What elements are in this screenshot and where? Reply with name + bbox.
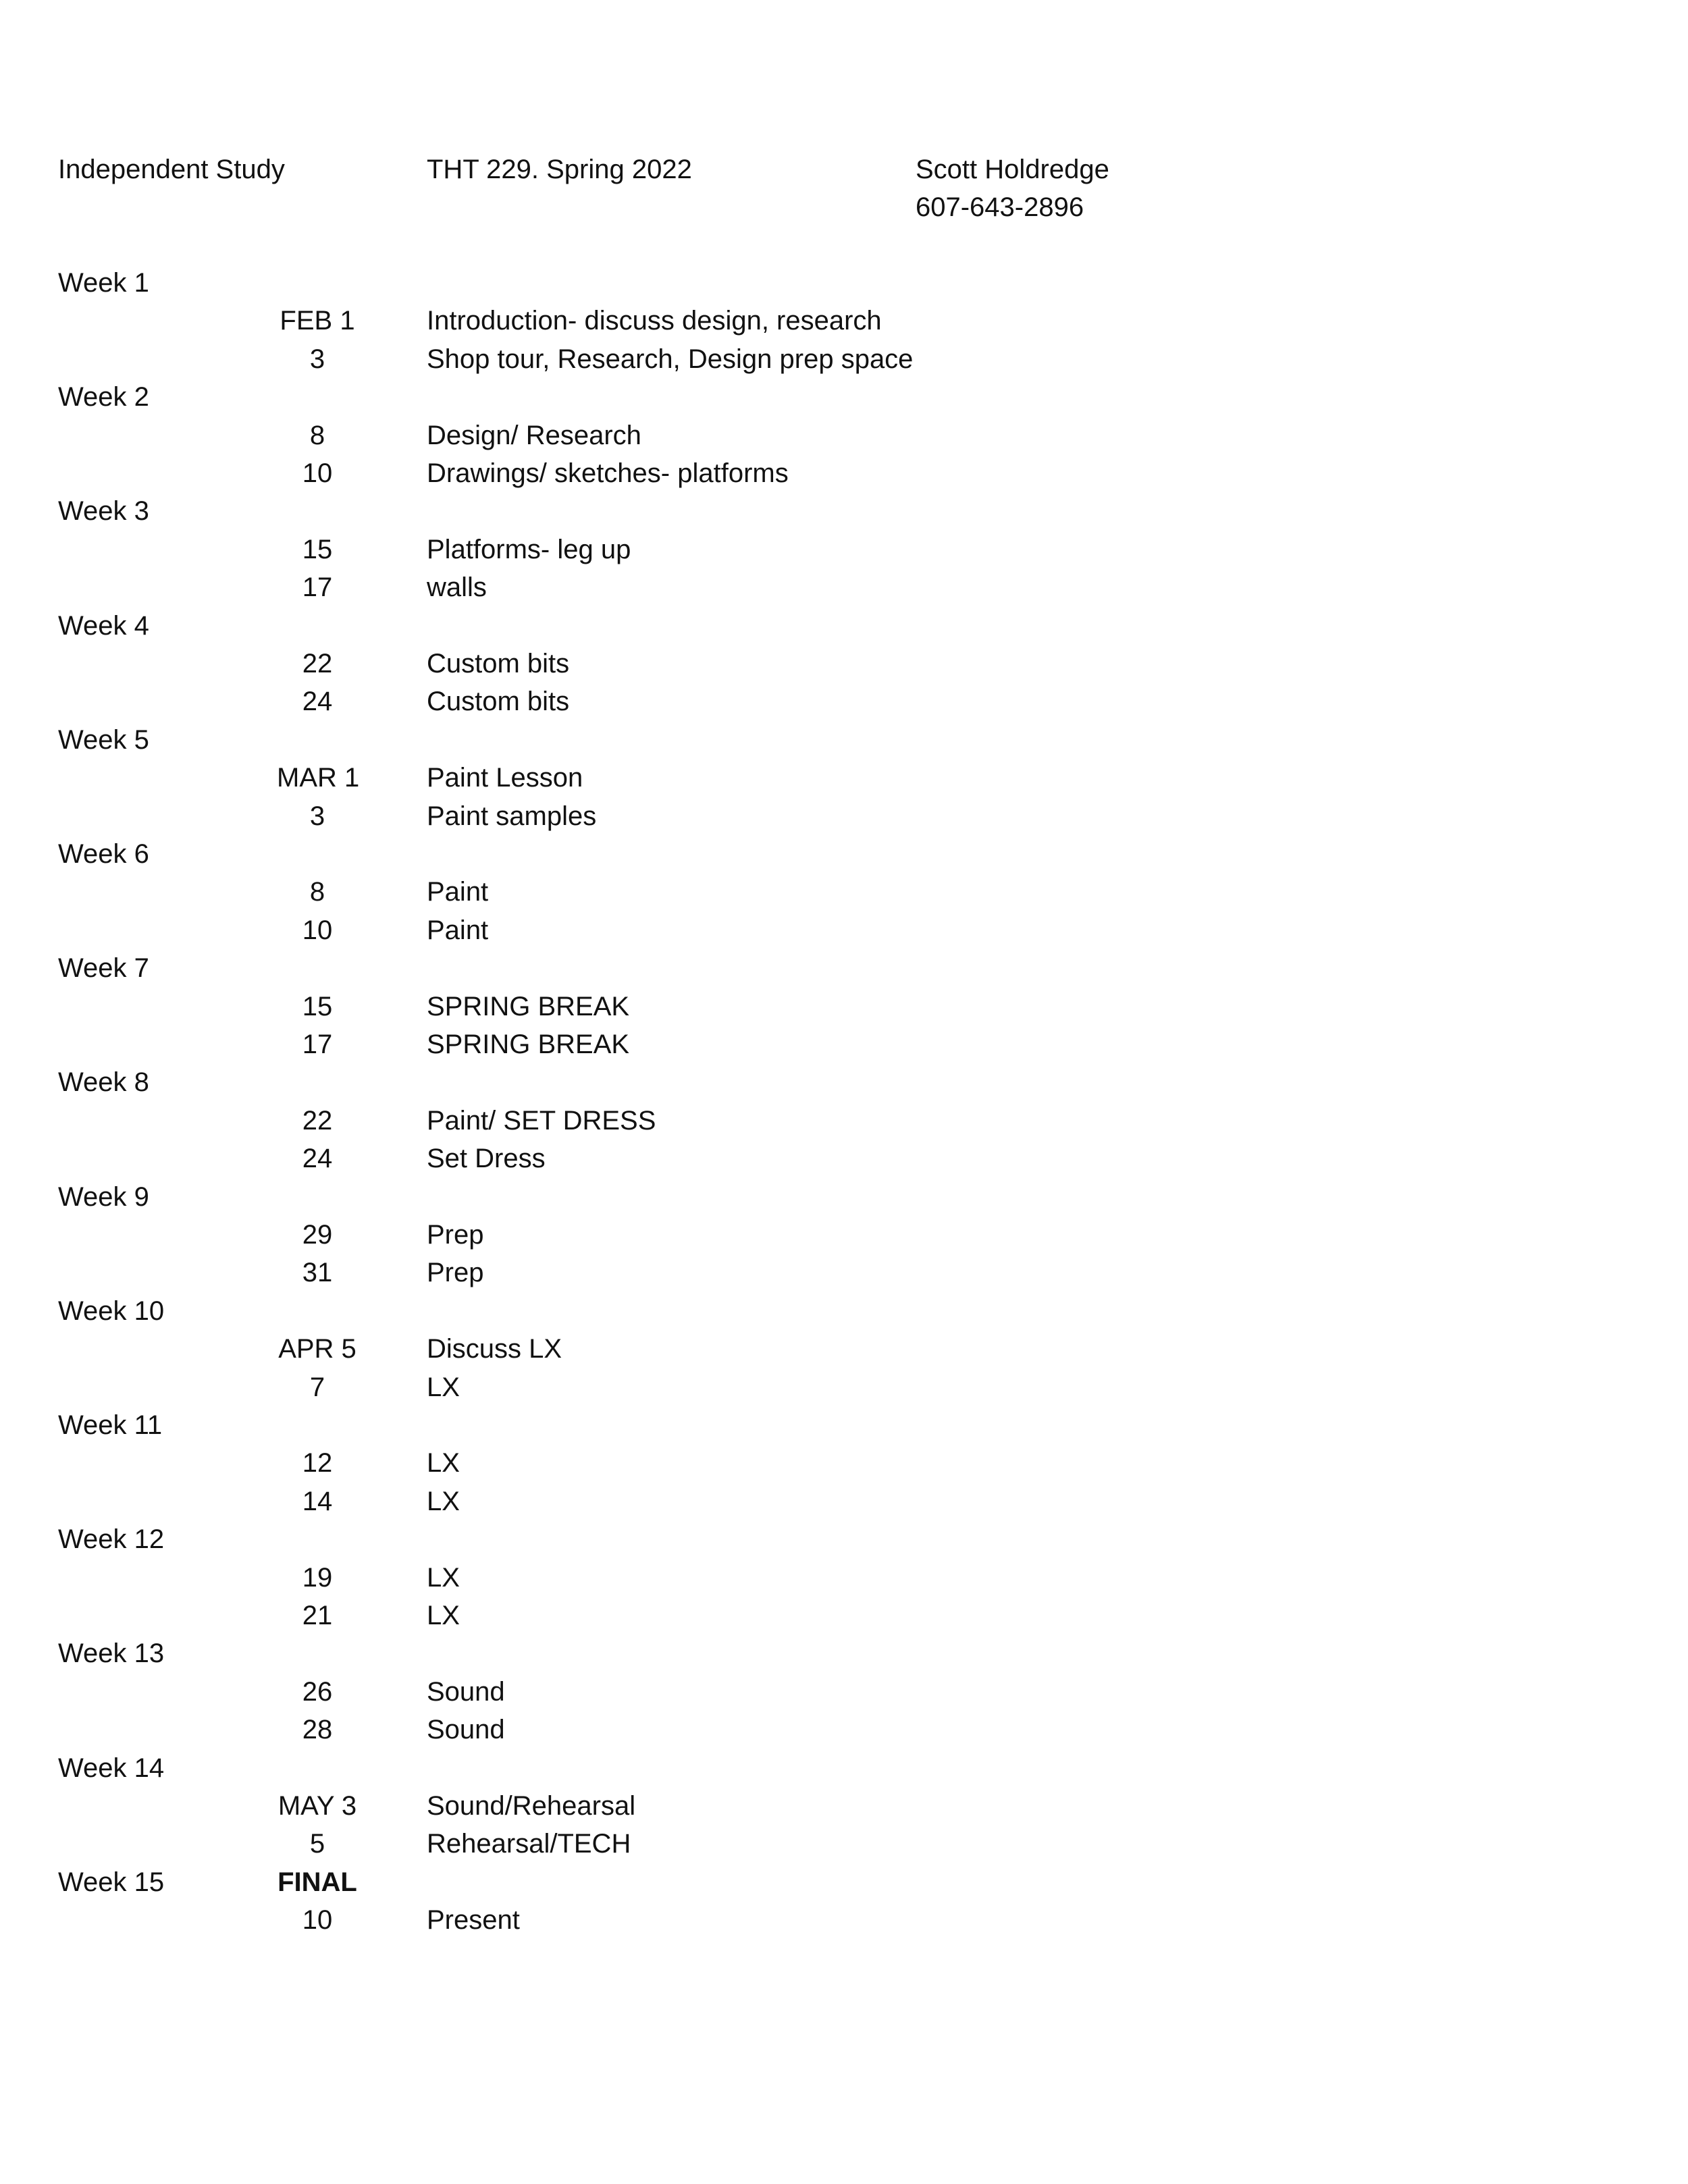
final-marker: FINAL	[278, 1867, 357, 1897]
session-date: 19	[302, 1563, 333, 1593]
session-topic: Prep	[427, 1258, 484, 1287]
session-topic: walls	[427, 572, 487, 602]
session-date: FEB 1	[280, 306, 355, 336]
session-topic: Design/ Research	[427, 421, 641, 450]
session-topic: Set Dress	[427, 1144, 546, 1173]
week-label: Week 11	[58, 1410, 163, 1440]
session-date: 10	[302, 915, 333, 945]
session-date: 3	[309, 344, 325, 374]
document-title: Independent Study	[58, 155, 285, 184]
session-date: 31	[302, 1258, 333, 1287]
session-date: APR 5	[278, 1334, 357, 1364]
session-topic: Introduction- discuss design, research	[427, 306, 882, 336]
week-label: Week 12	[58, 1524, 165, 1554]
session-topic: LX	[427, 1487, 460, 1516]
week-label: Week 8	[58, 1067, 149, 1097]
session-date: 3	[309, 801, 325, 831]
session-date: 8	[309, 877, 325, 907]
session-topic: LX	[427, 1448, 460, 1478]
session-topic: Paint samples	[427, 801, 597, 831]
session-date: 5	[309, 1829, 325, 1859]
week-label: Week 13	[58, 1639, 165, 1668]
session-date: MAR 1	[277, 763, 360, 793]
session-topic: Paint/ SET DRESS	[427, 1106, 656, 1136]
week-label: Week 6	[58, 839, 149, 869]
session-topic: SPRING BREAK	[427, 1030, 630, 1059]
session-date: 29	[302, 1220, 333, 1250]
session-date: 28	[302, 1715, 333, 1744]
session-topic: LX	[427, 1601, 460, 1630]
week-label: Week 4	[58, 611, 149, 641]
session-topic: Rehearsal/TECH	[427, 1829, 631, 1859]
session-date: 22	[302, 649, 333, 678]
session-date: 7	[309, 1373, 325, 1402]
session-topic: Sound	[427, 1715, 505, 1744]
week-label: Week 1	[58, 268, 149, 298]
session-date: 21	[302, 1601, 333, 1630]
session-topic: LX	[427, 1563, 460, 1593]
course-name: THT 229. Spring 2022	[427, 155, 692, 184]
session-topic: Prep	[427, 1220, 484, 1250]
session-topic: Shop tour, Research, Design prep space	[427, 344, 914, 374]
session-topic: Platforms- leg up	[427, 535, 631, 564]
session-date: 15	[302, 992, 333, 1021]
instructor-name: Scott Holdredge	[916, 155, 1109, 184]
session-topic: Paint Lesson	[427, 763, 583, 793]
session-date: 12	[302, 1448, 333, 1478]
session-topic: Sound/Rehearsal	[427, 1791, 636, 1821]
session-date: 10	[302, 458, 333, 488]
session-date: 24	[302, 1144, 333, 1173]
week-label: Week 15	[58, 1867, 165, 1897]
session-date: 14	[302, 1487, 333, 1516]
session-topic: Custom bits	[427, 687, 570, 716]
session-topic: Paint	[427, 915, 489, 945]
session-topic: Paint	[427, 877, 489, 907]
session-date: 17	[302, 572, 333, 602]
session-date: 26	[302, 1677, 333, 1707]
week-label: Week 5	[58, 725, 149, 755]
session-date: 17	[302, 1030, 333, 1059]
session-date: MAY 3	[278, 1791, 357, 1821]
week-label: Week 7	[58, 953, 149, 983]
session-topic: Discuss LX	[427, 1334, 562, 1364]
week-label: Week 9	[58, 1182, 149, 1212]
session-date: 22	[302, 1106, 333, 1136]
week-label: Week 10	[58, 1296, 165, 1326]
session-topic: SPRING BREAK	[427, 992, 630, 1021]
session-topic: Drawings/ sketches- platforms	[427, 458, 789, 488]
session-topic: LX	[427, 1373, 460, 1402]
session-date: 15	[302, 535, 333, 564]
week-label: Week 3	[58, 496, 149, 526]
week-label: Week 2	[58, 382, 149, 412]
session-topic: Present	[427, 1905, 520, 1935]
session-topic: Custom bits	[427, 649, 570, 678]
session-date: 8	[309, 421, 325, 450]
instructor-phone: 607-643-2896	[916, 192, 1084, 222]
session-topic: Sound	[427, 1677, 505, 1707]
week-label: Week 14	[58, 1753, 165, 1783]
session-date: 24	[302, 687, 333, 716]
session-date: 10	[302, 1905, 333, 1935]
